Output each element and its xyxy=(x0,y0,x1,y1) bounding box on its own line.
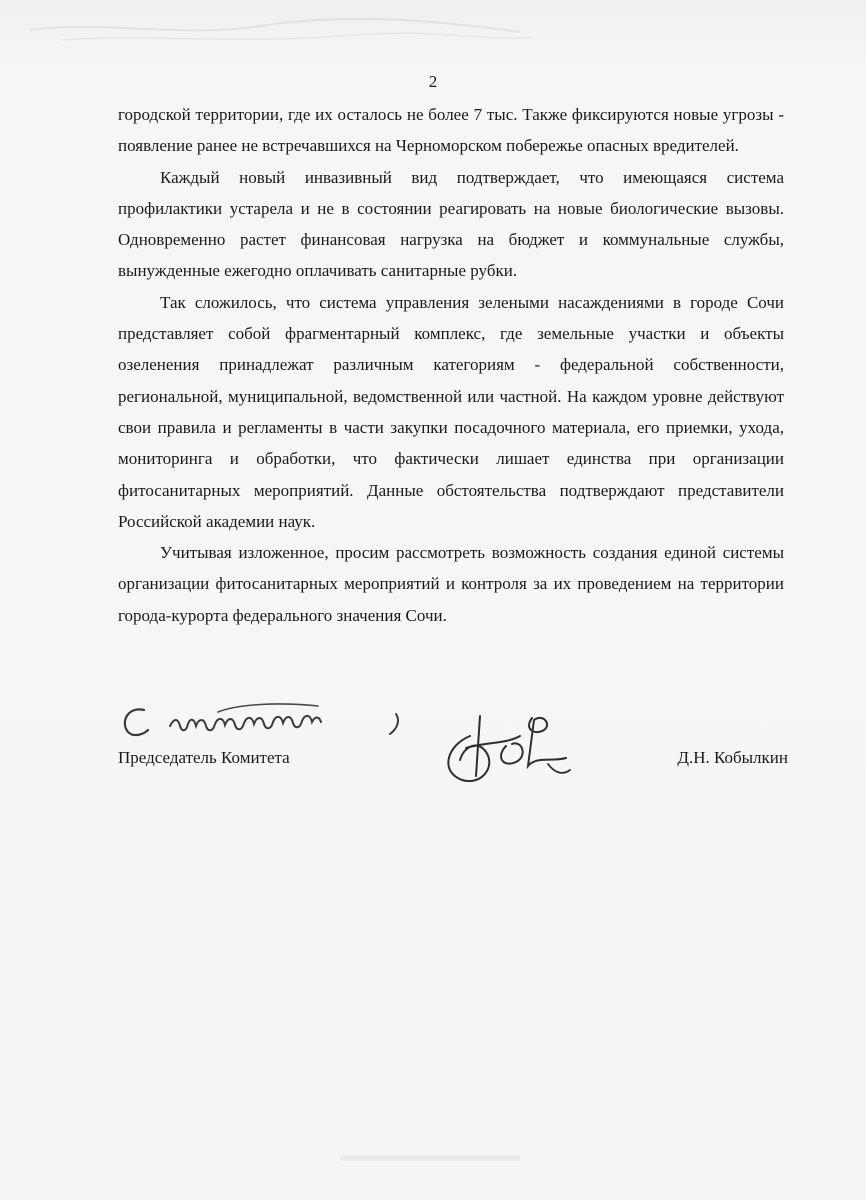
letter-body xyxy=(118,99,784,631)
scan-artifact xyxy=(20,10,540,50)
page-number: 2 xyxy=(428,72,438,91)
paragraph-request: Учитывая изложенное, просим рассмотреть возможность создания единой системы организации фитосанитарных мероприятий и контроля за их проведением на территории города-курорта федерального значения Сочи. xyxy=(118,543,784,625)
handwritten-closing xyxy=(118,700,408,744)
signature-block xyxy=(118,700,788,800)
paragraph-management-system: Так сложилось, что система управления зелеными насаждениями в городе Сочи представляет собой фрагментарный комплекс, где земельные участки и объекты озеленения принадлежат различным категориям - федеральной собственности, региональной, муниципальной, ведомственной или частной. На каждом уровне действуют свои правила и регламенты в части закупки посадочного материала, его приемки, ухода, мониторинга и обработки, что фактически лишает единства при организации фитосанитарных мероприятий. Данные обстоятельства подтверждают представители Российской академии наук. xyxy=(118,292,784,531)
handwritten-signature xyxy=(436,706,576,788)
paragraph-continuation: городской территории, где их осталось не более 7 тыс. Также фиксируются новые угрозы - появление ранее не встречавшихся на Черноморском побережье опасных вредителей. xyxy=(118,105,784,156)
signer-name: Д.Н. Кобылкин xyxy=(677,748,788,767)
chair-title: Председатель Комитета xyxy=(118,748,290,767)
paragraph-invasive-species: Каждый новый инвазивный вид подтверждает, что имеющаяся система профилактики устарела и не в состоянии реагировать на новые биологические вызовы. Одновременно растет финансовая нагрузка на бюджет и коммунальные службы, вынужденные ежегодно оплачивать санитарные рубки. xyxy=(118,167,784,281)
scan-artifact-bottom xyxy=(340,1155,520,1161)
